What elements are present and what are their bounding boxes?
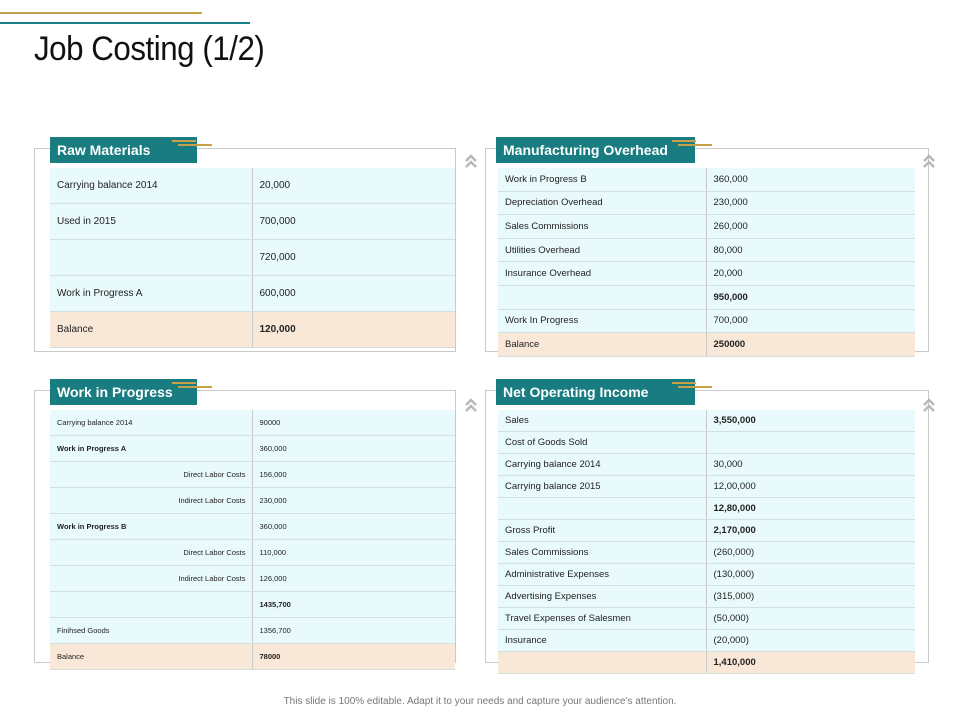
row-label: Work in Progress B	[50, 514, 252, 540]
row-value: (315,000)	[706, 586, 915, 608]
chevron-up-icon	[464, 153, 478, 169]
table-row	[498, 168, 915, 191]
raw-materials-table	[50, 168, 455, 348]
row-label: Insurance	[498, 630, 706, 652]
row-label	[498, 285, 706, 309]
row-value: 230,000	[252, 488, 455, 514]
table-row	[50, 592, 455, 618]
table-row	[50, 514, 455, 540]
row-value: 1435,700	[252, 592, 455, 618]
table-row	[498, 262, 915, 286]
row-value: 30,000	[706, 454, 915, 476]
table-row	[50, 488, 455, 514]
row-value: 950,000	[706, 285, 915, 309]
table-row	[498, 608, 915, 630]
total-row	[498, 652, 915, 674]
table-row	[50, 618, 455, 644]
row-value: 20,000	[706, 262, 915, 286]
row-label: Travel Expenses of Salesmen	[498, 608, 706, 630]
row-label: Cost of Goods Sold	[498, 432, 706, 454]
header-teal-line	[0, 22, 250, 24]
row-label: Balance	[498, 333, 706, 357]
table-row	[50, 240, 455, 276]
table-row	[498, 564, 915, 586]
row-label: Used in 2015	[50, 204, 252, 240]
row-label: Direct Labor Costs	[50, 540, 252, 566]
decor-line	[172, 140, 196, 142]
row-label: Indirect Labor Costs	[50, 566, 252, 592]
decor-line	[172, 382, 196, 384]
balance-row	[498, 333, 915, 357]
row-label: Carrying balance 2014	[498, 454, 706, 476]
row-label	[50, 240, 252, 276]
row-value: 12,00,000	[706, 476, 915, 498]
work-in-progress-table	[50, 410, 455, 670]
table-row	[498, 586, 915, 608]
row-value: 1356,700	[252, 618, 455, 644]
table-row	[498, 215, 915, 239]
row-label: Indirect Labor Costs	[50, 488, 252, 514]
table-row	[498, 432, 915, 454]
row-label: Depreciation Overhead	[498, 191, 706, 215]
row-value	[706, 432, 915, 454]
manufacturing-overhead-title: Manufacturing Overhead	[496, 137, 695, 163]
table-row	[50, 462, 455, 488]
row-value: 1,410,000	[706, 652, 915, 674]
raw-materials-title: Raw Materials	[50, 137, 197, 163]
row-value: (50,000)	[706, 608, 915, 630]
row-value: 360,000	[252, 436, 455, 462]
decor-line	[678, 144, 712, 146]
table-row	[498, 498, 915, 520]
row-label: Work in Progress B	[498, 168, 706, 191]
row-value: 90000	[252, 410, 455, 436]
row-label	[50, 592, 252, 618]
row-label: Work in Progress A	[50, 276, 252, 312]
table-row	[50, 566, 455, 592]
row-label: Work In Progress	[498, 309, 706, 333]
manufacturing-overhead-table	[498, 168, 915, 357]
row-label: Direct Labor Costs	[50, 462, 252, 488]
table-row	[498, 238, 915, 262]
table-row	[50, 168, 455, 204]
row-label: Sales Commissions	[498, 215, 706, 239]
row-label: Carrying balance 2015	[498, 476, 706, 498]
row-label: Carrying balance 2014	[50, 168, 252, 204]
table-row	[498, 285, 915, 309]
row-value: 360,000	[706, 168, 915, 191]
row-value: 600,000	[252, 276, 455, 312]
row-label: Balance	[50, 312, 252, 348]
decor-line	[178, 144, 212, 146]
row-value: (130,000)	[706, 564, 915, 586]
decor-line	[672, 140, 696, 142]
row-value: 360,000	[252, 514, 455, 540]
row-value: 720,000	[252, 240, 455, 276]
row-value: 2,170,000	[706, 520, 915, 542]
row-label: Advertising Expenses	[498, 586, 706, 608]
row-label	[498, 498, 706, 520]
page-title: Job Costing (1/2)	[34, 30, 265, 68]
row-value: 120,000	[252, 312, 455, 348]
row-label: Insurance Overhead	[498, 262, 706, 286]
chevron-up-icon	[922, 153, 936, 169]
work-in-progress-title: Work in Progress	[50, 379, 197, 405]
row-value: 156,000	[252, 462, 455, 488]
table-row	[498, 542, 915, 564]
row-value: 12,80,000	[706, 498, 915, 520]
row-value: (20,000)	[706, 630, 915, 652]
balance-row	[50, 312, 455, 348]
table-row	[50, 410, 455, 436]
row-value: 3,550,000	[706, 410, 915, 432]
row-label: Sales	[498, 410, 706, 432]
table-row	[498, 191, 915, 215]
table-row	[498, 410, 915, 432]
row-value: 80,000	[706, 238, 915, 262]
table-row	[50, 276, 455, 312]
row-label: Utilities Overhead	[498, 238, 706, 262]
row-label	[498, 652, 706, 674]
footer-note: This slide is 100% editable. Adapt it to your needs and capture your audience’s attention.	[283, 696, 677, 707]
table-row	[498, 309, 915, 333]
row-label: Carrying balance 2014	[50, 410, 252, 436]
table-row	[50, 436, 455, 462]
balance-row	[50, 644, 455, 670]
row-value: 78000	[252, 644, 455, 670]
row-label: Work in Progress A	[50, 436, 252, 462]
row-value: 20,000	[252, 168, 455, 204]
row-value: 700,000	[706, 309, 915, 333]
decor-line	[178, 386, 212, 388]
chevron-up-icon	[464, 397, 478, 413]
decor-line	[672, 382, 696, 384]
net-operating-income-title: Net Operating Income	[496, 379, 695, 405]
row-label: Balance	[50, 644, 252, 670]
row-value: 250000	[706, 333, 915, 357]
chevron-up-icon	[922, 397, 936, 413]
row-label: Gross Profit	[498, 520, 706, 542]
table-row	[498, 520, 915, 542]
decor-line	[678, 386, 712, 388]
table-row	[498, 476, 915, 498]
row-value: (260,000)	[706, 542, 915, 564]
row-value: 110,000	[252, 540, 455, 566]
header-gold-line	[0, 12, 202, 14]
net-operating-income-table	[498, 410, 915, 674]
row-value: 700,000	[252, 204, 455, 240]
table-row	[50, 540, 455, 566]
row-value: 230,000	[706, 191, 915, 215]
table-row	[498, 630, 915, 652]
table-row	[50, 204, 455, 240]
row-label: Sales Commissions	[498, 542, 706, 564]
row-value: 126,000	[252, 566, 455, 592]
row-label: Finihsed Goods	[50, 618, 252, 644]
table-row	[498, 454, 915, 476]
row-value: 260,000	[706, 215, 915, 239]
row-label: Administrative Expenses	[498, 564, 706, 586]
